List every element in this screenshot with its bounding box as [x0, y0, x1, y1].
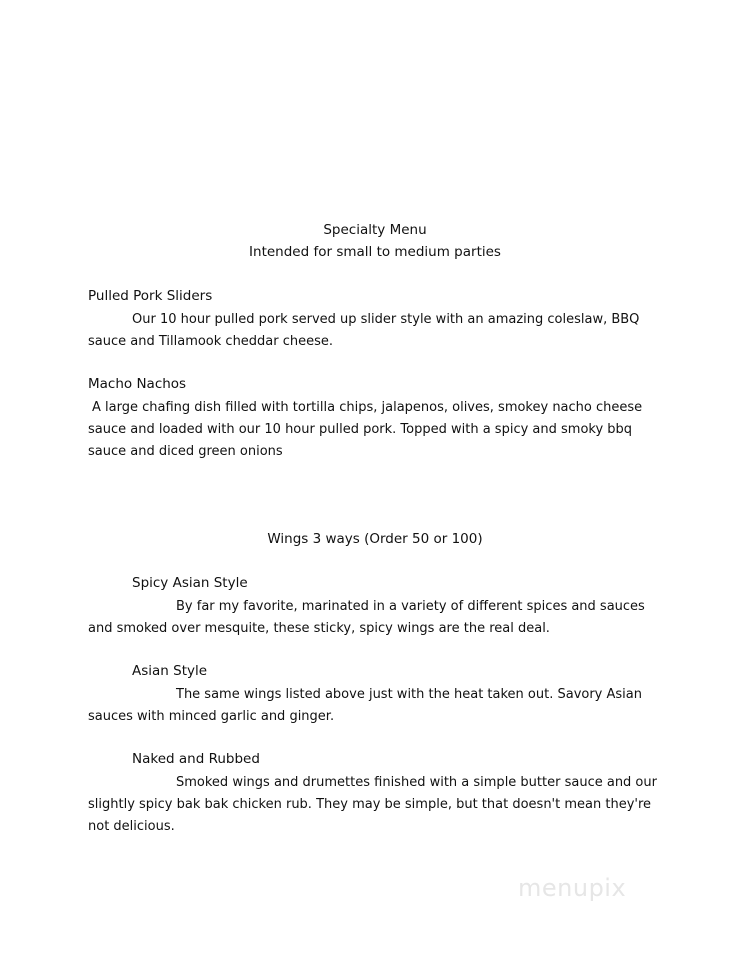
item-desc-pulled-pork-sliders: Our 10 hour pulled pork served up slider style with an amazing coleslaw, BBQ sauce and Tillamook cheddar cheese. [88, 312, 640, 349]
menu-title: Specialty Menu [323, 222, 427, 238]
item-name-pulled-pork-sliders: Pulled Pork Sliders [88, 288, 213, 304]
menupix-watermark: menupix [518, 874, 627, 902]
item-desc-macho-nachos: A large chafing dish filled with tortilla chips, jalapenos, olives, smokey nacho cheese sauce and loaded with our 10 hour pulled pork. Topped with a spicy and smoky bbq sauce and diced green onions [88, 400, 643, 459]
wing-name-naked-rubbed: Naked and Rubbed [132, 751, 260, 767]
menu-subtitle: Intended for small to medium parties [249, 244, 501, 260]
wing-name-asian: Asian Style [132, 663, 208, 679]
wings-section-title: Wings 3 ways (Order 50 or 100) [267, 531, 483, 547]
wing-name-spicy-asian: Spicy Asian Style [132, 575, 248, 591]
wing-desc-spicy-asian: By far my favorite, marinated in a variety of different spices and sauces and smoked over mesquite, these sticky, spicy wings are the real deal. [88, 599, 645, 636]
wing-desc-asian: The same wings listed above just with the heat taken out. Savory Asian sauces with minced garlic and ginger. [88, 687, 642, 724]
item-name-macho-nachos: Macho Nachos [88, 376, 187, 392]
wing-desc-naked-rubbed: Smoked wings and drumettes finished with a simple butter sauce and our slightly spicy bak bak chicken rub. They may be simple, but that doesn't mean they're not delicious. [88, 775, 657, 834]
